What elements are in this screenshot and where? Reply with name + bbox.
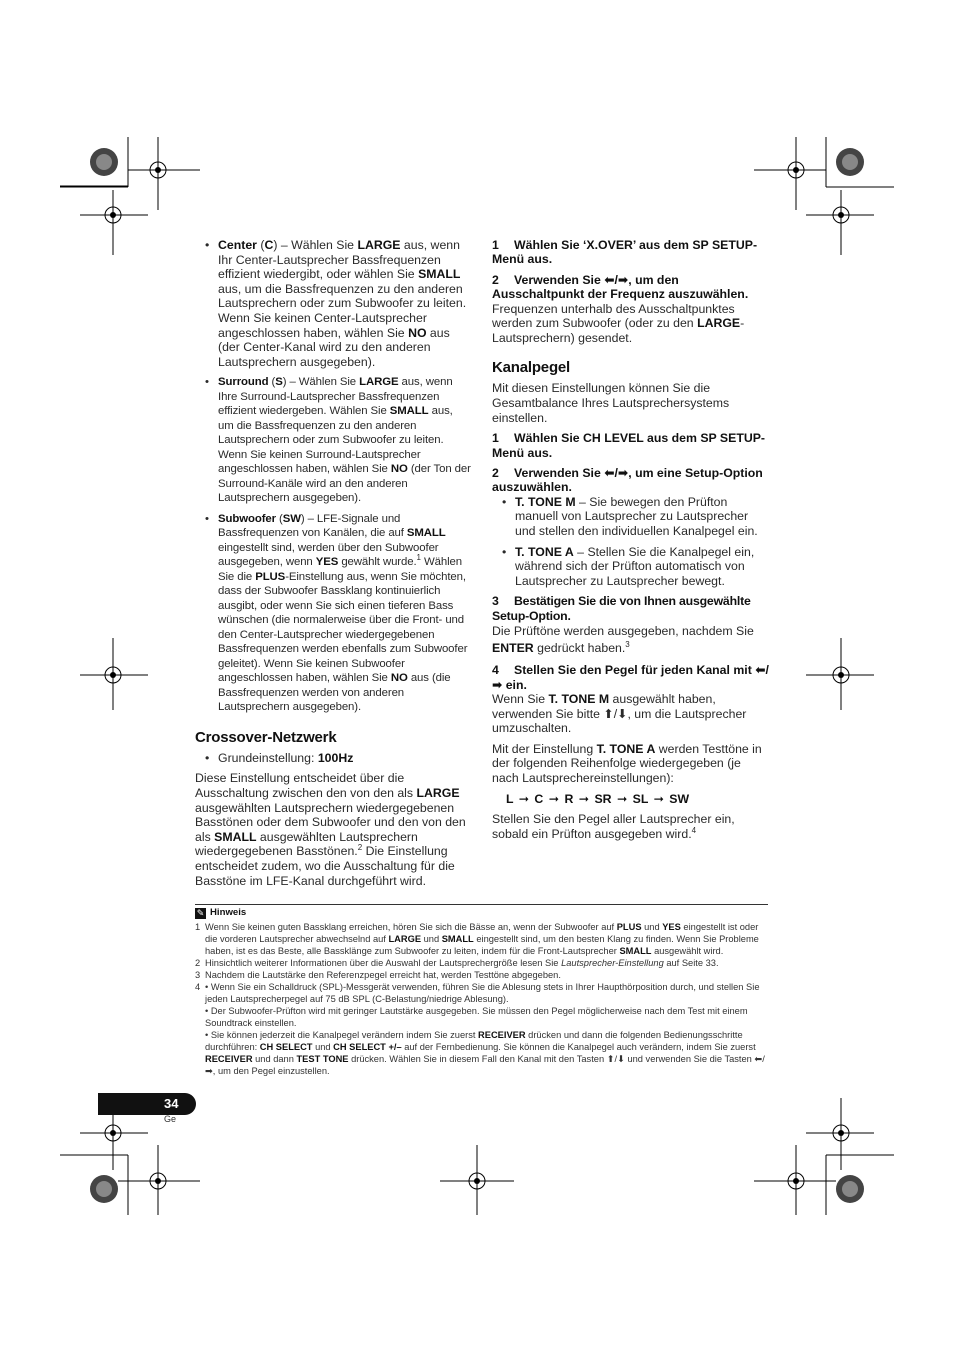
language-code: Ge (164, 1114, 177, 1124)
level-step-1: 1 Wählen Sie CH LEVEL aus dem SP SETUP-Menü aus. (492, 431, 766, 460)
level-step-3: 3 Bestätigen Sie die von Ihnen ausgewählte Setup-Option. (492, 594, 751, 623)
xover-step-1: 1 Wählen Sie ‘X.OVER’ aus dem SP SETUP-Menü aus. (492, 238, 758, 267)
pencil-note-icon: ✎ (196, 907, 205, 918)
footnote-3: 3 Nachdem die Lautstärke den Referenzpegel erreicht hat, werden Testtöne abgegeben. (195, 970, 561, 980)
level-step-4-text-2: Mit der Einstellung T. TONE A werden Testtöne in der folgenden Reihenfolge wiedergegeben (je nach Lautsprechereinstellungen): (492, 741, 762, 785)
default-setting: • Grundeinstellung: 100Hz (195, 751, 471, 766)
final-text: Stellen Sie den Pegel aller Lautsprecher ein, sobald ein Prüfton ausgegeben wird.$^4$ (492, 812, 735, 841)
right-column (492, 238, 769, 841)
footnote-2: 2 Hinsichtlich weiterer Informationen über die Auswahl der Lautsprechergröße lesen Sie Lautsprecher-Einstellung auf Seite 33. (195, 958, 719, 968)
page-number: 34 (164, 1096, 179, 1111)
xover-step-2: 2 Verwenden Sie ⬅/➡, um den Ausschaltpunkt der Frequenz auszuwählen. (492, 272, 749, 302)
left-column (195, 238, 471, 888)
footnotes (195, 904, 768, 1077)
bullet-surround: • Surround (S) – Wählen Sie LARGE aus, wenn Ihre Surround-Lautsprecher Bassfrequenzen effizient wiedergeben. Wählen Sie SMALL aus, um die Bassfrequenzen zu den anderen Lautsprechern oder zum Subwoofer zu leiten. Wenn Sie keinen Surround-Lautsprecher angeschlossen haben, wählen Sie NO (der Ton der Surround-Kanäle wird an den anderen Lautsprechern ausgegeben). (195, 375, 471, 506)
kanalpegel-intro: Mit diesen Einstellungen können Sie die Gesamtbalance Ihres Lautsprechersystems einstellen. (492, 381, 730, 425)
bullet-center: • Center (C) – Wählen Sie LARGE aus, wenn Ihr Center-Lautsprecher Bassfrequenzen effizient wiedergibt, oder wählen Sie SMALL aus, um die Bassfrequenzen zu den anderen Lautsprechern oder zum Subwoofer zu leiten. Wenn Sie keinen Center-Lautsprecher angeschlossen haben, wählen Sie NO aus (der Center-Kanal wird zu den anderen Lautsprechern ausgegeben). (195, 238, 471, 369)
xover-step-2-text: Frequenzen unterhalb des Ausschaltpunktes werden zum Subwoofer (oder zu den LARGE-Lautsprechern) gesendet. (492, 301, 745, 345)
option-t-tone-m: • T. TONE M – Sie bewegen den Prüfton manuell von Lautsprecher zu Lautsprecher und stellen den individuellen Kanalpegel ein. (492, 495, 769, 539)
footnote-1: 1 Wenn Sie keinen guten Bassklang erreichen, hören Sie sich die Bässe an, wenn der Subwoofer auf PLUS und YES eingestellt ist oder die vorderen Lautsprecher abwechselnd auf LARGE und SMALL eingestellt sind, um den besten Klang zu finden. Wenn Sie Probleme haben, ist es das Beste, alle Bassklänge zum Subwoofer zu leiten, indem für die Front-Lautsprecher SMALL ausgewählt wird. (195, 922, 759, 956)
footnote-4c: • Sie können jederzeit die Kanalpegel verändern indem Sie zuerst RECEIVER drücken und dann die folgenden Bedienungsschritte durchführen: CH SELECT und CH SELECT +/– auf der Fernbedienung. Sie können die Kanalpegel auch verändern, indem Sie zuerst RECEIVER und dann TEST TONE drücken. Wählen Sie in diesem Fall den Kanal mit den Tasten ⬆/⬇ und verwenden Sie die Tasten ⬅/➡, um den Pegel einzustellen. (205, 1030, 765, 1076)
kanalpegel-heading: Kanalpegel (492, 359, 571, 377)
footnote-4a: 4 • Wenn Sie ein Schalldruck (SPL)-Messgerät verwenden, führen Sie die Ablesung stets in Ihrer Haupthörposition durch, und stellen Sie jeden Lautsprecherpegel auf 75 dB SPL (C-Belastung/niedrige Ablesung). (195, 982, 760, 1004)
channel-sequence: L ➞ C ➞ R ➞ SR ➞ SL ➞ SW (506, 791, 690, 806)
level-step-4: 4 Stellen Sie den Pegel für jeden Kanal mit ⬅/➡ ein. (492, 663, 769, 692)
footnote-4b: • Der Subwoofer-Prüfton wird mit geringer Lautstärke ausgegeben. Sie müssen den Pegel möglicherweise nach dem Test mit einem Soundtrack einstellen. (205, 1006, 748, 1028)
crossover-heading: Crossover-Netzwerk (195, 728, 337, 746)
crossover-text: Diese Einstellung entscheidet über die Ausschaltung zwischen den von den als LARGE ausgewählten Lautsprechern wiedergegebenen Basstönen oder dem Subwoofer und den von den als SMALL ausgewählten Lautsprechern wiedergegebenen Basstönen.$^2$ Die Einstellung entscheidet zudem, wo die Ausschaltung für die Basstöne im LFE-Kanal durchgeführt wird. (195, 771, 466, 888)
page-number-tab (98, 1093, 196, 1115)
level-step-4-text-1: Wenn Sie T. TONE M ausgewählt haben, verwenden Sie bitte ⬆/⬇, um die Lautsprecher umzuschalten. (492, 692, 747, 736)
bullet-subwoofer: • Subwoofer (SW) – LFE-Signale und Bassfrequenzen von Kanälen, die auf SMALL eingestellt sind, werden über den Subwoofer ausgegeben, wenn YES gewählt wurde.$^1$ Wählen Sie die PLUS-Einstellung aus, wenn Sie möchten, dass der Subwoofer Bassklang kontinuierlich ausgibt, oder wenn Sie sich einen tieferen Bass wünschen (die normalerweise über die Front- und den Center-Lautsprecher wiedergegebenen Bassfrequenzen werden ebenfalls zum Subwoofer geleitet). Wenn Sie keinen Subwoofer angeschlossen haben, wählen Sie NO aus (die Bassfrequenzen werden von anderen Lautsprechern ausgegeben). (195, 512, 471, 715)
option-t-tone-a: • T. TONE A – Stellen Sie die Kanalpegel ein, während sich der Prüfton automatisch von Lautsprecher zu Lautsprecher bewegt. (492, 545, 769, 589)
level-step-2: 2 Verwenden Sie ⬅/➡, um eine Setup-Option auszuwählen. (492, 466, 763, 495)
notes-heading: ✎ Hinweis (196, 907, 247, 918)
level-step-3-text: Die Prüftöne werden ausgegeben, nachdem Sie ENTER gedrückt haben.$^3$ (492, 624, 754, 656)
